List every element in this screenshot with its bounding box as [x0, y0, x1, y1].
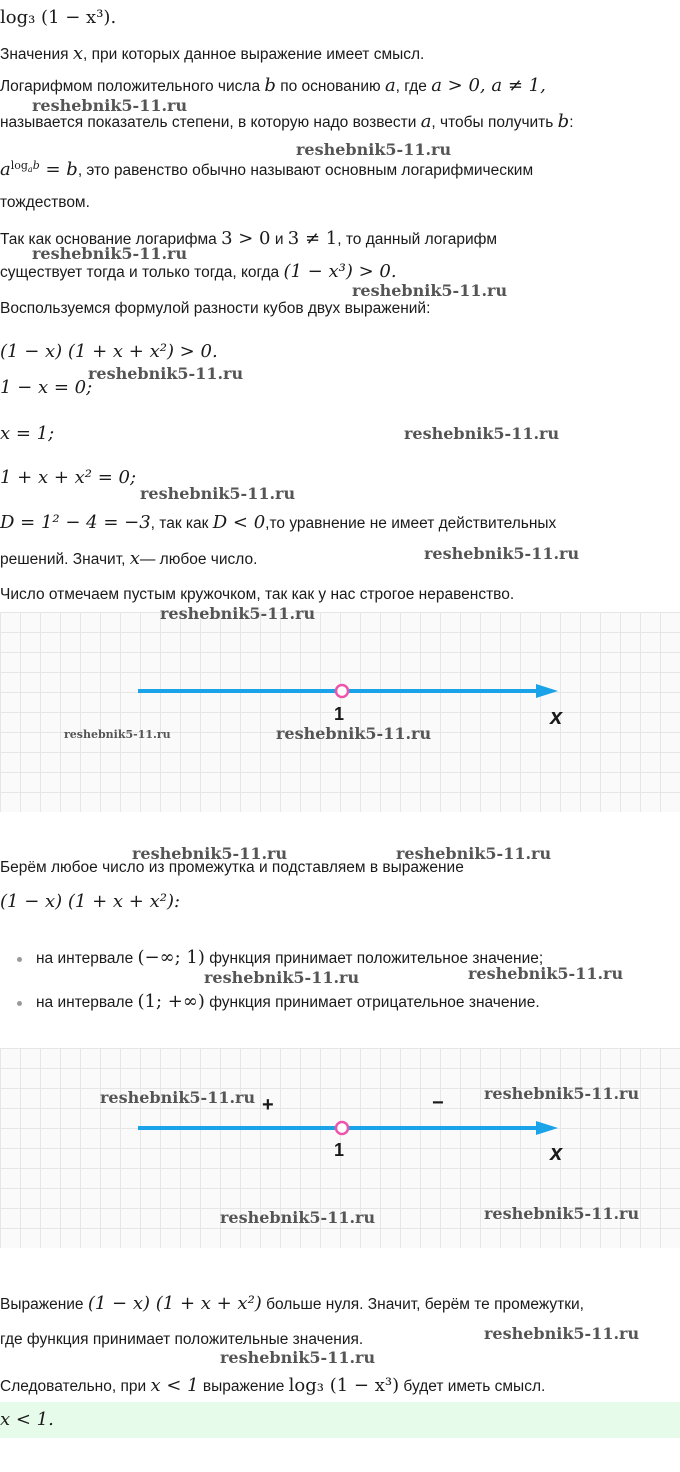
math: (1 − x) (1 + x + x²) [87, 1293, 262, 1314]
axis-label: x [550, 704, 563, 729]
math: D = 1² − 4 = −3 [0, 512, 151, 533]
text: и [270, 231, 288, 248]
point-label: 1 [334, 1140, 345, 1160]
text-line [0, 549, 257, 570]
text: Выражение [0, 1296, 88, 1313]
text-line: Воспользуемся формулой разности кубов двух выражений: [0, 300, 431, 317]
math: a > 0, a ≠ 1, [431, 75, 546, 96]
watermark: reshebnik5-11.ru [484, 1324, 640, 1343]
math-line: 1 − x = 0; [0, 377, 93, 398]
bullet-marker [17, 957, 22, 962]
watermark: reshebnik5-11.ru [220, 1348, 376, 1367]
text-line [0, 1294, 584, 1315]
watermark: reshebnik5-11.ru [32, 244, 188, 263]
math: a [0, 159, 11, 181]
math: = b [39, 159, 78, 181]
text-line: Число отмечаем пустым кружочком, так как у нас строгое неравенство. [0, 586, 515, 603]
text: выражение [198, 1378, 289, 1395]
text: существует тогда и только тогда, когда [0, 264, 284, 281]
math: x [129, 548, 140, 569]
text-line [0, 1376, 545, 1397]
text-line [0, 76, 546, 97]
text: Логарифмом положительного числа [0, 78, 265, 95]
math: b [32, 159, 40, 172]
open-point [336, 1122, 348, 1134]
point-label: 1 [334, 704, 345, 724]
text: , так как [150, 515, 213, 532]
text: функция принимает положительное значение; [204, 950, 544, 967]
text: функция принимает отрицательное значение. [204, 994, 540, 1011]
math: a [27, 165, 33, 175]
math: log₃ (1 − x³) [288, 1375, 400, 1396]
watermark: reshebnik5-11.ru [204, 968, 360, 987]
watermark: reshebnik5-11.ru [100, 1088, 256, 1107]
watermark: reshebnik5-11.ru [32, 96, 188, 115]
math: 3 ≠ 1 [287, 228, 338, 249]
text: будет иметь смысл. [399, 1378, 546, 1395]
text: называется показатель степени, в которую надо возвести [0, 114, 421, 131]
text-line [0, 44, 424, 65]
watermark: reshebnik5-11.ru [160, 604, 316, 623]
answer-text: x < 1. [0, 1409, 54, 1430]
watermark: reshebnik5-11.ru [276, 724, 432, 743]
text: ,то уравнение не имеет действительных [265, 515, 557, 532]
text: , это равенство обычно называют основным логарифмическим [77, 162, 534, 180]
math: (−∞; 1) [137, 947, 205, 968]
math: b [557, 111, 570, 132]
text-line: где функция принимает положительные значения. [0, 1331, 364, 1348]
math: b [264, 75, 276, 96]
math-line: (1 − x) (1 + x + x²) > 0. [0, 341, 218, 362]
text: на интервале [36, 950, 138, 967]
text-line: Берём любое число из промежутка и подставляем в выражение [0, 859, 464, 876]
watermark: reshebnik5-11.ru [140, 484, 296, 503]
text: по основанию [275, 78, 385, 95]
watermark: reshebnik5-11.ru [88, 364, 244, 383]
open-point [336, 685, 348, 697]
list-item [36, 992, 540, 1013]
text-line [0, 262, 397, 283]
text-line [0, 112, 574, 133]
text: , где [395, 78, 432, 95]
watermark: reshebnik5-11.ru [64, 728, 171, 741]
text: Значения [0, 46, 73, 63]
text: решений. Значит, [0, 551, 130, 568]
text: , то данный логарифм [337, 231, 498, 248]
text: Так как основание логарифма [0, 231, 222, 248]
math: (1 − x³) > 0. [283, 261, 397, 282]
watermark: reshebnik5-11.ru [468, 964, 624, 983]
text: на интервале [36, 994, 138, 1011]
math: x [72, 43, 83, 64]
math-line: 1 + x + x² = 0; [0, 467, 137, 488]
text-line: тождеством. [0, 194, 90, 211]
math: a [420, 111, 432, 132]
text: : [569, 114, 574, 131]
expression-line: log₃ (1 − x³). [0, 7, 117, 28]
text-line [0, 156, 533, 181]
watermark: reshebnik5-11.ru [352, 281, 508, 300]
axis-label: x [550, 1140, 563, 1165]
text-line [0, 513, 556, 534]
math-line: (1 − x) (1 + x + x²): [0, 891, 181, 912]
plus-sign: + [262, 1094, 274, 1116]
watermark: reshebnik5-11.ru [296, 140, 452, 159]
watermark: reshebnik5-11.ru [396, 844, 552, 863]
math: x < 1 [150, 1375, 199, 1396]
watermark: reshebnik5-11.ru [484, 1204, 640, 1223]
math: (1; +∞) [137, 991, 205, 1012]
text: Следовательно, при [0, 1378, 151, 1395]
math: a [384, 75, 396, 96]
text: , чтобы получить [431, 114, 558, 131]
text: , при которых данное выражение имеет смысл. [82, 46, 425, 63]
math: D < 0 [212, 512, 266, 533]
text: — любое число. [139, 551, 258, 568]
watermark: reshebnik5-11.ru [424, 544, 580, 563]
minus-sign: − [432, 1092, 444, 1114]
axis-arrow [536, 684, 558, 698]
number-line-diagram [0, 612, 680, 812]
watermark: reshebnik5-11.ru [220, 1208, 376, 1227]
watermark: reshebnik5-11.ru [404, 424, 560, 443]
watermark: reshebnik5-11.ru [484, 1084, 640, 1103]
answer-box [0, 1402, 680, 1438]
math: log [10, 159, 28, 172]
math: 3 > 0 [221, 228, 271, 249]
bullet-marker [17, 1001, 22, 1006]
math-line: x = 1; [0, 423, 55, 444]
axis-arrow [536, 1121, 558, 1135]
watermark: reshebnik5-11.ru [132, 844, 288, 863]
text: больше нуля. Значит, берём те промежутки, [261, 1296, 584, 1313]
